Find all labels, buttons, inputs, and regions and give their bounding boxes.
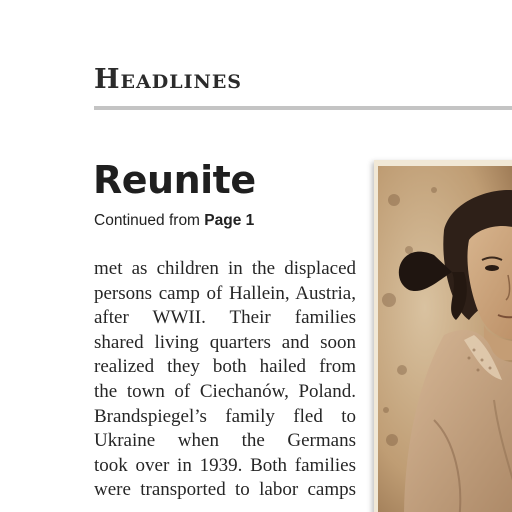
portrait-photo-image [374,160,512,512]
continued-page-link[interactable]: Page 1 [204,212,255,229]
continued-prefix: Continued from [94,212,205,229]
body-line: met as children in the displaced [94,258,356,279]
body-line: after WWII. Their families [94,307,356,329]
body-line: realized they both hailed from [94,356,356,378]
body-line: Ukraine when the Germans [94,430,356,452]
section-header: Headlines [94,64,243,95]
body-line: Brandspiegel’s family fled to [94,405,356,427]
body-line: persons camp of Hallein, Austria, [94,282,356,304]
body-line: were transported to labor camps [94,479,356,501]
section-divider [94,106,512,110]
body-line: took over in 1939. Both families [94,454,356,476]
body-line: the town of Ciechanów, Poland. [94,380,356,402]
article-photo [374,160,512,512]
article-body [94,257,356,503]
article-title: Reunite [93,158,256,202]
body-line: shared living quarters and soon [94,331,356,353]
continued-from-note [94,212,254,230]
